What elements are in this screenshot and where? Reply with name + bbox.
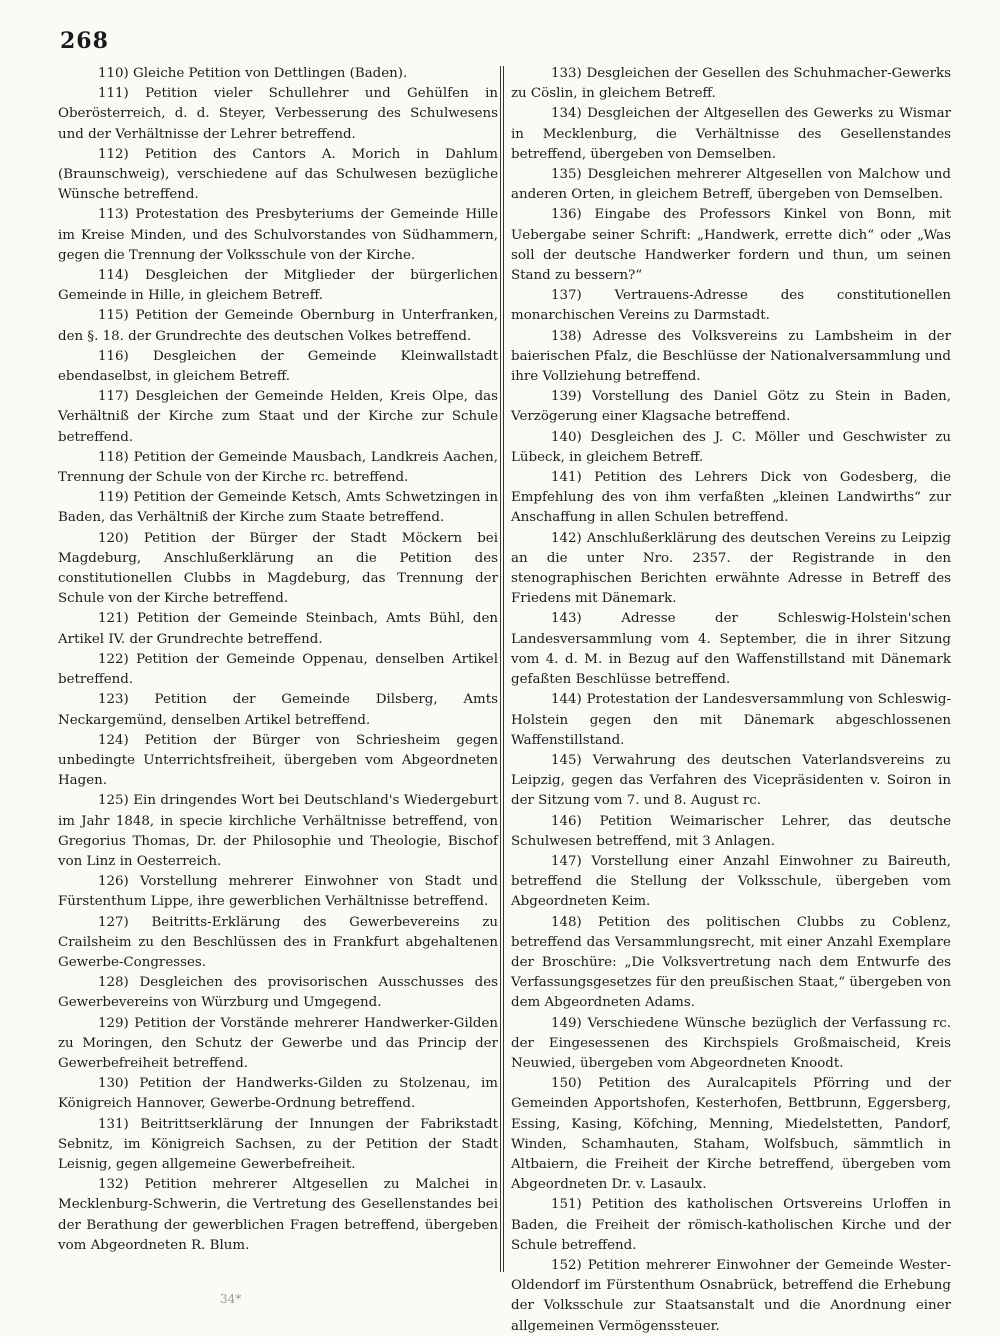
entry-116: 116) Desgleichen der Gemeinde Kleinwallstadt ebendaselbst, in gleichem Betreff. <box>58 348 498 385</box>
entry-115: 115) Petition der Gemeinde Obernburg in Unterfranken, den §. 18. der Grundrechte des deutschen Volkes betreffend. <box>58 308 498 344</box>
entry-110: 110) Gleiche Petition von Dettlingen (Baden). <box>98 66 408 81</box>
entry-111: 111) Petition vieler Schullehrer und Gehülfen in Oberösterreich, d. d. Steyer, Verbesserung des Schulwesens und der Verhältnisse der Lehrer betreffend. <box>58 86 498 142</box>
entry-121: 121) Petition der Gemeinde Steinbach, Amts Bühl, den Artikel IV. der Grundrechte betreffend. <box>58 611 498 647</box>
entry-134: 134) Desgleichen der Altgesellen des Gewerks zu Wismar in Mecklenburg, die Verhältnisse des Gesellenstandes betreffend, übergeben von Demselben. <box>511 106 951 162</box>
entry-142: 142) Anschlußerklärung des deutschen Vereins zu Leipzig an die unter Nro. 2357. der Registrande in den stenographischen Berichten erwähnte Adresse in Betreff des Friedens mit Dänemark. <box>511 530 951 607</box>
entry-113: 113) Protestation des Presbyteriums der Gemeinde Hille im Kreise Minden, und des Schulvorstandes von Südhammern, gegen die Trennung der Volksschule von der Kirche. <box>58 207 498 263</box>
entry-151: 151) Petition des katholischen Ortsvereins Urloffen in Baden, die Freiheit der römisch-katholischen Kirche und der Schule betreffend. <box>511 1197 951 1253</box>
entry-131: 131) Beitrittserklärung der Innungen der Fabrikstadt Sebnitz, im Königreich Sachsen, zu der Petition der Stadt Leisnig, gegen allgemeine Gewerbefreiheit. <box>58 1116 498 1172</box>
entry-139: 139) Vorstellung des Daniel Götz zu Stein in Baden, Verzögerung einer Klagsache betreffend. <box>511 389 951 425</box>
entry-135: 135) Desgleichen mehrerer Altgesellen von Malchow und anderen Orten, in gleichem Betreff, übergeben von Demselben. <box>511 167 951 203</box>
entry-146: 146) Petition Weimarischer Lehrer, das deutsche Schulwesen betreffend, mit 3 Anlagen. <box>511 813 951 849</box>
entry-137: 137) Vertrauens-Adresse des constitutionellen monarchischen Vereins zu Darmstadt. <box>511 288 951 324</box>
entry-140: 140) Desgleichen des J. C. Möller und Geschwister zu Lübeck, in gleichem Betreff. <box>511 429 951 465</box>
right-column <box>511 64 951 1337</box>
left-column <box>58 64 498 1256</box>
column-divider <box>500 66 501 1272</box>
entry-143: 143) Adresse der Schleswig-Holstein'schen Landesversammlung vom 4. September, die in ihrer Sitzung vom 4. d. M. in Bezug auf den Waffenstillstand mit Dänemark gefaßten Beschlüsse betreffend. <box>511 611 951 688</box>
entry-124: 124) Petition der Bürger von Schriesheim gegen unbedingte Unterrichtsfreiheit, übergeben vom Abgeordneten Hagen. <box>58 732 498 789</box>
entry-145: 145) Verwahrung des deutschen Vaterlandsvereins zu Leipzig, gegen das Verfahren des Vicepräsidenten v. Soiron in der Sitzung vom 7. und 8. August rc. <box>511 752 951 809</box>
entry-112: 112) Petition des Cantors A. Morich in Dahlum (Braunschweig), verschiedene auf das Schulwesen bezügliche Wünsche betreffend. <box>58 146 498 203</box>
entry-128: 128) Desgleichen des provisorischen Ausschusses des Gewerbevereins von Würzburg und Umgegend. <box>58 975 498 1011</box>
signature-mark: 34* <box>220 1292 242 1306</box>
entry-129: 129) Petition der Vorstände mehrerer Handwerker-Gilden zu Moringen, den Schutz der Gewerbe und das Princip der Gewerbefreiheit betreffend. <box>58 1015 498 1071</box>
entry-126: 126) Vorstellung mehrerer Einwohner von Stadt und Fürstenthum Lippe, ihre gewerblichen Verhältnisse betreffend. <box>58 874 498 910</box>
entry-114: 114) Desgleichen der Mitglieder der bürgerlichen Gemeinde in Hille, in gleichem Betreff. <box>58 268 498 304</box>
entry-148: 148) Petition des politischen Clubbs zu Coblenz, betreffend das Versammlungsrecht, mit einer Anzahl Exemplare der Broschüre: „Die Volksvertretung nach dem Entwurfe des Verfassungsgesetzes für den preußischen Staat,“ übergeben von dem Abgeordneten Adams. <box>511 914 951 1011</box>
entry-150: 150) Petition des Auralcapitels Pförring und der Gemeinden Apportshofen, Kesterhofen, Bettbrunn, Eggersberg, Essing, Kasing, Köfching, Menning, Miedelstetten, Pandorf, Winden, Schamhauten, Staham, Wolfsbuch, sämmtlich in Altbaiern, die Freiheit der Kirche betreffend, übergeben vom Abgeordneten Dr. v. Lasaulx. <box>511 1076 951 1193</box>
entry-136: 136) Eingabe des Professors Kinkel von Bonn, mit Uebergabe seiner Schrift: „Handwerk, errette dich“ oder „Was soll der deutsche Handwerker fordern und thun, um seinen Stand zu bessern?“ <box>511 207 951 284</box>
entry-117: 117) Desgleichen der Gemeinde Helden, Kreis Olpe, das Verhältniß der Kirche zum Staat und der Kirche zur Schule betreffend. <box>58 389 498 445</box>
entry-133: 133) Desgleichen der Gesellen des Schuhmacher-Gewerks zu Cöslin, in gleichem Betreff. <box>511 66 951 102</box>
entry-119: 119) Petition der Gemeinde Ketsch, Amts Schwetzingen in Baden, das Verhältniß der Kirche zum Staate betreffend. <box>58 490 498 526</box>
entry-144: 144) Protestation der Landesversammlung von Schleswig-Holstein gegen den mit Dänemark abgeschlossenen Waffenstillstand. <box>511 692 951 748</box>
entry-123: 123) Petition der Gemeinde Dilsberg, Amts Neckargemünd, denselben Artikel betreffend. <box>58 692 498 728</box>
entry-125: 125) Ein dringendes Wort bei Deutschland's Wiedergeburt im Jahr 1848, in specie kirchliche Verhältnisse betreffend, von Gregorius Thomas, Dr. der Philosophie und Theologie, Bischof von Linz in Oesterreich. <box>58 793 498 869</box>
entry-130: 130) Petition der Handwerks-Gilden zu Stolzenau, im Königreich Hannover, Gewerbe-Ordnung betreffend. <box>58 1076 498 1112</box>
entry-147: 147) Vorstellung einer Anzahl Einwohner zu Baireuth, betreffend die Stellung der Volksschule, übergeben vom Abgeordneten Keim. <box>511 853 951 910</box>
entry-120: 120) Petition der Bürger der Stadt Möckern bei Magdeburg, Anschlußerklärung an die Petition des constitutionellen Clubbs in Magdeburg, das Trennung der Schule von der Kirche betreffend. <box>58 530 498 607</box>
entry-118: 118) Petition der Gemeinde Mausbach, Landkreis Aachen, Trennung der Schule von der Kirche rc. betreffend. <box>58 449 498 486</box>
entry-152: 152) Petition mehrerer Einwohner der Gemeinde Wester-Oldendorf im Fürstenthum Osnabrück, betreffend die Erhebung der Volksschule zur Staatsanstalt und die Anordnung einer allgemeinen Vermögenssteuer. <box>511 1257 951 1334</box>
entry-141: 141) Petition des Lehrers Dick von Godesberg, die Empfehlung des von ihm verfaßten „kleinen Landwirths“ zur Anschaffung in allen Schulen betreffend. <box>511 470 951 526</box>
entry-138: 138) Adresse des Volksvereins zu Lambsheim in der baierischen Pfalz, die Beschlüsse der Nationalversammlung und ihre Vollziehung betreffend. <box>511 328 951 385</box>
entry-127: 127) Beitritts-Erklärung des Gewerbevereins zu Crailsheim zu den Beschlüssen des in Frankfurt abgehaltenen Gewerbe-Congresses. <box>58 914 498 970</box>
column-divider-second <box>503 66 504 1272</box>
entry-132: 132) Petition mehrerer Altgesellen zu Malchei in Mecklenburg-Schwerin, die Vertretung des Gesellenstandes bei der Berathung der gewerblichen Fragen betreffend, übergeben vom Abgeordneten R. Blum. <box>58 1177 498 1253</box>
page-number: 268 <box>60 28 109 54</box>
entry-122: 122) Petition der Gemeinde Oppenau, denselben Artikel betreffend. <box>58 651 498 688</box>
entry-149: 149) Verschiedene Wünsche bezüglich der Verfassung rc. der Eingesessenen des Kirchspiels Großmaischeid, Kreis Neuwied, übergeben vom Abgeordneten Knoodt. <box>511 1015 951 1071</box>
